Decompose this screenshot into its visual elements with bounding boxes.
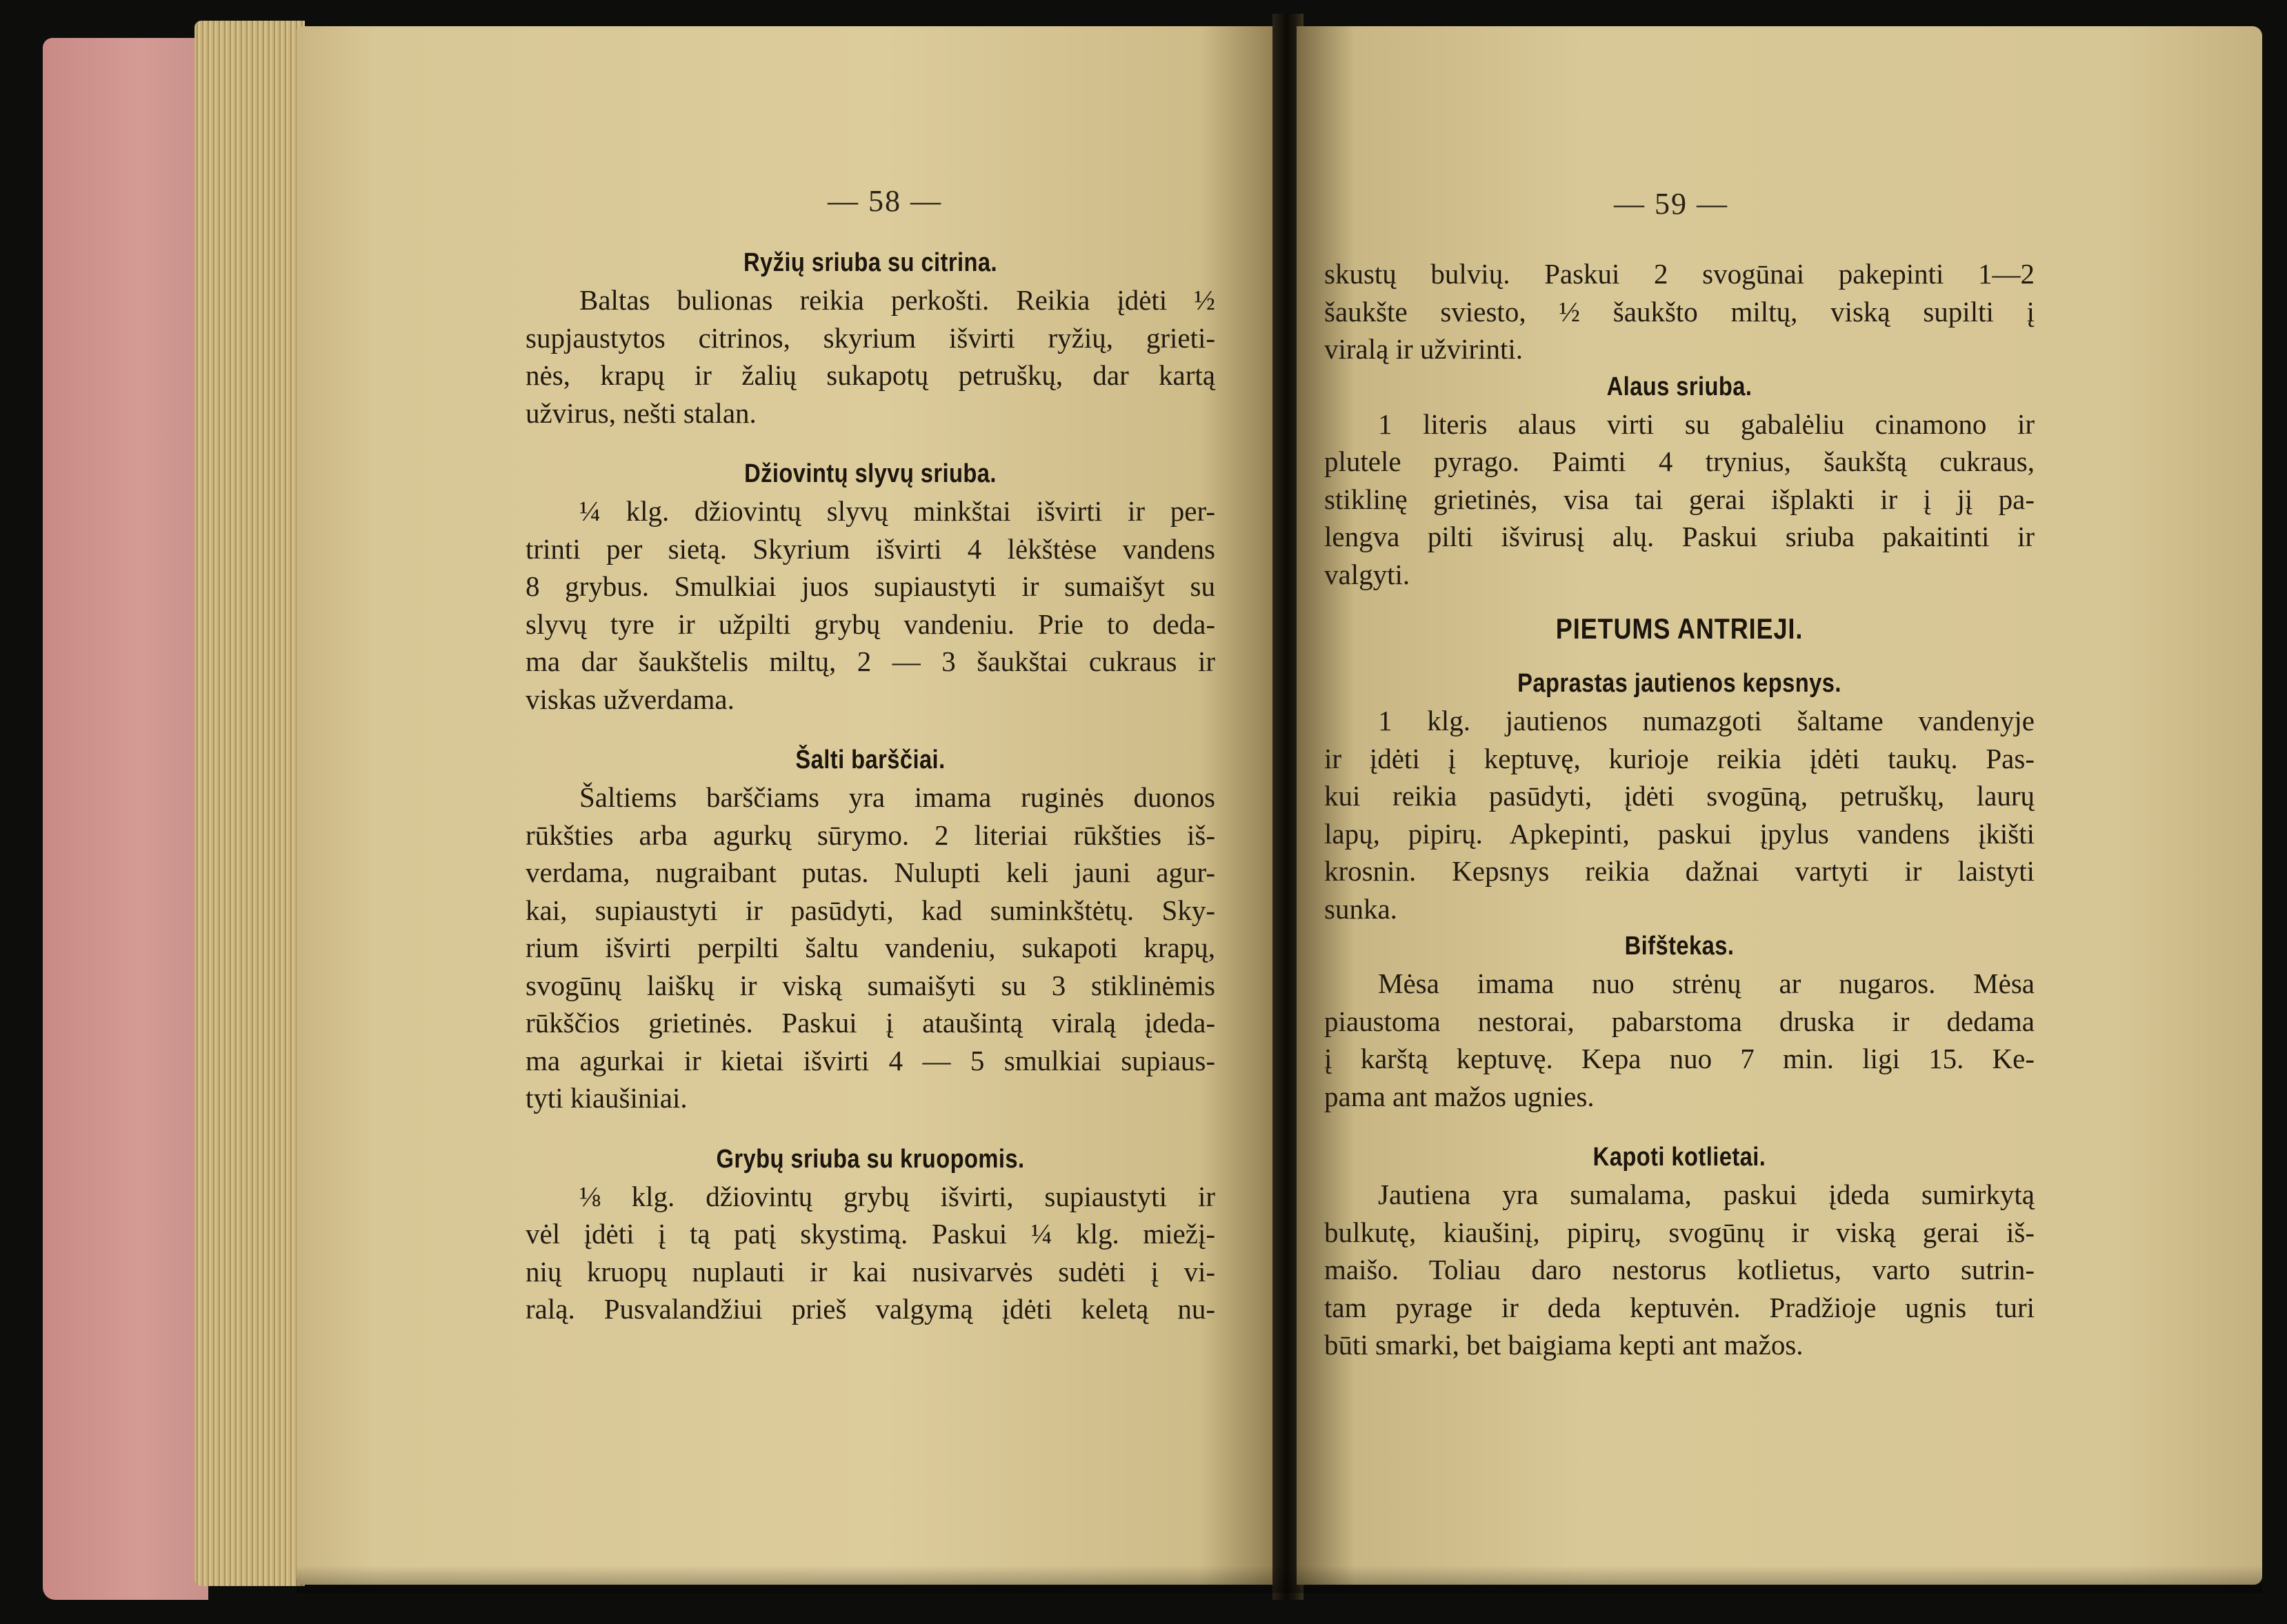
text-line: stiklinę grietinės, visa tai gerai išplakti ir į jį pa- [1324, 483, 2035, 515]
recipe-heading: Ryžių sriuba su citrina. [743, 248, 998, 277]
text-line: Baltas bulionas reikia perkošti. Reikia įdėti ½ [579, 284, 1215, 316]
text-line: rium išvirti perpilti šaltu vandeniu, sukapoti krapų, [526, 932, 1215, 963]
text-line: plutele pyrago. Paimti 4 trynius, šaukštą cukraus, [1324, 445, 2035, 477]
text-line: skustų bulvių. Paskui 2 svogūnai pakepinti 1—2 [1324, 258, 2035, 290]
text-line: supjaustytos citrinos, skyrium išvirti ryžių, grieti- [526, 321, 1215, 354]
page-bottom-shadow [297, 1565, 2262, 1593]
text-line: viralą ir užvirinti. [1324, 333, 1524, 365]
text-line: 1 klg. jautienos numazgoti šaltame vandenyje [1378, 705, 2035, 736]
text-line: rūkščios grietinės. Paskui į ataušintą viralą įdeda- [526, 1007, 1215, 1039]
text-line: tyti kiaušiniai. [526, 1082, 688, 1114]
page-stack-edge [194, 21, 305, 1586]
text-line: ralą. Pusvalandžiui prieš valgymą įdėti keletą nu- [526, 1293, 1215, 1325]
text-line: slyvų tyre ir užpilti grybų vandeniu. Prie to deda- [526, 608, 1215, 640]
recipe-heading: Bifštekas. [1624, 932, 1735, 961]
text-line: piaustoma nestorai, pabarstoma druska ir dedama [1324, 1005, 2035, 1037]
text-line: Šaltiems barščiams yra imama ruginės duonos [579, 781, 1215, 813]
text-line: nių kruopų nuplauti ir kai nusivarvės sudėti į vi- [526, 1255, 1215, 1287]
text-line: ⅛ klg. džiovintų grybų išvirti, supiaustyti ir [579, 1180, 1215, 1212]
text-line: ¼ klg. džiovintų slyvų minkštai išvirti ir per- [579, 495, 1215, 527]
text-line: rūkšties arba agurkų sūrymo. 2 literiai rūkšties iš- [526, 819, 1215, 851]
recipe-heading: Šalti barščiai. [795, 745, 946, 774]
text-line: verdama, nugraibant putas. Nulupti keli jauni agur- [526, 856, 1215, 888]
text-line: Jautiena yra sumalama, paskui įdeda sumirkytą [1378, 1179, 2035, 1210]
text-line: viskas užverdama. [526, 683, 735, 715]
text-line: svogūnų laiškų ir viską sumaišyti su 3 stiklinėmis [526, 969, 1215, 1001]
text-line: maišo. Toliau daro nestorus kotlietus, varto sutrin- [1324, 1254, 2035, 1285]
recipe-heading: Paprastas jautienos kepsnys. [1517, 669, 1841, 698]
right-page [1297, 26, 2262, 1585]
left-page-text [526, 244, 1215, 1328]
text-line: Mėsa imama nuo strėnų ar nugaros. Mėsa [1378, 968, 2035, 999]
book-cover-edge [43, 38, 208, 1600]
recipe-heading: Džiovintų slyvų sriuba. [744, 459, 997, 488]
text-line: 1 literis alaus virti su gabalėliu cinamono ir [1378, 408, 2035, 440]
text-line: kai, supiaustyti ir pasūdyti, kad suminkštėtų. Sky- [526, 894, 1215, 926]
text-line: 8 grybus. Smulkiai juos supiaustyti ir sumaišyt su [526, 570, 1215, 602]
right-page-text [1324, 255, 2035, 1364]
text-line: nės, krapų ir žalių sukapotų petruškų, dar kartą [526, 359, 1215, 391]
text-line: valgyti. [1324, 558, 1410, 590]
text-line: tam pyrage ir deda keptuvėn. Pradžioje ugnis turi [1324, 1291, 2035, 1323]
recipe-heading: Alaus sriuba. [1606, 372, 1752, 401]
text-line: į karštą keptuvę. Kepa nuo 7 min. ligi 15. Ke- [1324, 1043, 2035, 1074]
left-page-number: — 58 — [828, 184, 942, 218]
text-line: ir įdėti į keptuvę, kurioje reikia įdėti taukų. Pas- [1324, 742, 2035, 774]
text-line: pama ant mažos ugnies. [1324, 1080, 1595, 1112]
text-line: krosnin. Kepsnys reikia dažnai vartyti ir laistyti [1324, 855, 2035, 887]
chapter-heading: PIETUMS ANTRIEJI. [1555, 612, 1804, 645]
right-page-number: — 59 — [1614, 187, 1728, 221]
text-line: ma dar šaukštelis miltų, 2 — 3 šaukštai cukraus ir [526, 645, 1215, 677]
text-line: būti smarki, bet baigiama kepti ant mažos. [1324, 1329, 1804, 1361]
text-line: užvirus, nešti stalan. [526, 397, 757, 429]
text-line: bulkutę, kiaušinį, pipirų, svogūnų ir viską gerai iš- [1324, 1216, 2035, 1248]
text-line: kui reikia pasūdyti, įdėti svogūną, petruškų, laurų [1324, 780, 2035, 812]
text-line: trinti per sietą. Skyrium išvirti 4 lėkštėse vandens [526, 532, 1215, 565]
text-line: vėl įdėti į tą patį skystimą. Paskui ¼ klg. miežį- [526, 1218, 1215, 1250]
text-line: lapų, pipirų. Apkepinti, paskui įpylus vandens įkišti [1324, 817, 2035, 850]
text-line: ma agurkai ir kietai išvirti 4 — 5 smulkiai supiaus- [526, 1044, 1215, 1076]
text-line: lengva pilti išvirusį alų. Paskui sriuba pakaitinti ir [1324, 521, 2035, 552]
text-line: sunka. [1324, 892, 1397, 925]
text-line: šaukšte sviesto, ½ šaukšto miltų, viską supilti į [1324, 295, 2035, 328]
recipe-heading: Kapoti kotlietai. [1592, 1143, 1766, 1172]
left-page [297, 26, 1279, 1585]
recipe-heading: Grybų sriuba su kruopomis. [716, 1144, 1025, 1174]
